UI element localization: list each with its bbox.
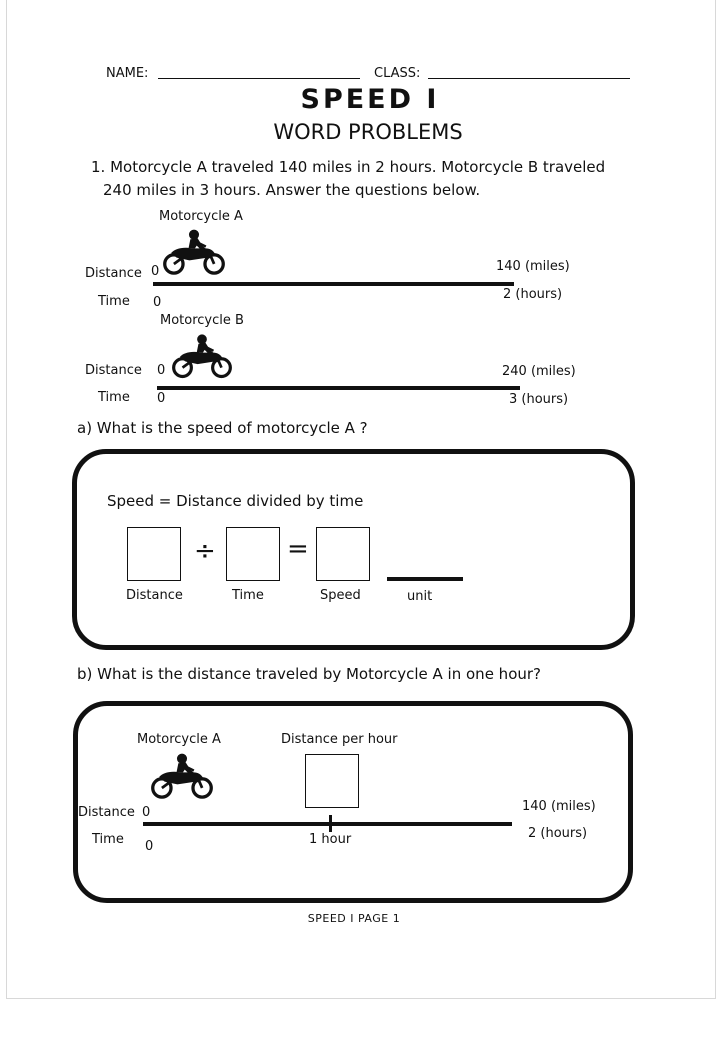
name-label: NAME: [106,66,149,81]
time-box-label: Time [232,588,264,603]
name-field[interactable] [158,78,360,79]
diagram-a-distance-start: 0 [151,264,160,279]
diagram-b-line [157,386,520,390]
diagram-a-title: Motorcycle A [159,209,243,224]
diagram-a-line [153,282,514,286]
motorcycle-rider-icon [171,332,233,382]
divide-symbol: ÷ [194,536,216,566]
question-b-text: b) What is the distance traveled by Motorcycle A in one hour? [77,665,542,683]
speed-box-label: Speed [320,588,361,603]
page-title: SPEED I [300,84,440,115]
question-b-time-end: 2 (hours) [528,826,588,841]
question-a-text: a) What is the speed of motorcycle A ? [77,419,368,437]
question-b-distance-end: 140 (miles) [522,799,596,814]
diagram-a-time-label: Time [98,294,130,309]
one-hour-label: 1 hour [309,832,352,847]
page-footer: SPEED I PAGE 1 [307,912,401,925]
diagram-b-distance-label: Distance [85,363,142,378]
diagram-b-time-label: Time [98,390,130,405]
speed-formula: Speed = Distance divided by time [107,492,364,510]
question-b-time-label: Time [92,832,124,847]
class-field[interactable] [428,78,630,79]
question-b-distance-label: Distance [78,805,135,820]
distance-answer-box[interactable] [127,527,181,581]
diagram-b-time-start: 0 [157,391,166,406]
question-b-moto-label: Motorcycle A [137,732,221,747]
unit-label: unit [407,589,433,604]
question-b-distance-start: 0 [142,805,151,820]
diagram-b-distance-start: 0 [157,363,166,378]
diagram-b-distance-end: 240 (miles) [502,364,576,379]
motorcycle-rider-icon [162,228,226,278]
unit-answer-line[interactable] [387,577,463,581]
distance-per-hour-label: Distance per hour [281,732,398,747]
distance-box-label: Distance [126,588,183,603]
class-label: CLASS: [374,66,421,81]
distance-per-hour-box[interactable] [305,754,359,808]
speed-answer-box[interactable] [316,527,370,581]
page-subtitle: WORD PROBLEMS [273,120,463,144]
one-hour-tick [329,815,332,832]
problem-line-2: 240 miles in 3 hours. Answer the questions below. [103,181,481,199]
question-b-line [143,822,512,826]
diagram-b-title: Motorcycle B [160,313,244,328]
motorcycle-rider-icon [150,752,214,802]
time-answer-box[interactable] [226,527,280,581]
diagram-a-time-end: 2 (hours) [503,287,563,302]
question-b-time-start: 0 [145,839,154,854]
problem-line-1: 1. Motorcycle A traveled 140 miles in 2 hours. Motorcycle B traveled [91,158,606,176]
diagram-a-distance-label: Distance [85,266,142,281]
equals-symbol: = [287,534,309,564]
diagram-b-time-end: 3 (hours) [509,392,569,407]
diagram-a-distance-end: 140 (miles) [496,259,570,274]
diagram-a-time-start: 0 [153,295,162,310]
